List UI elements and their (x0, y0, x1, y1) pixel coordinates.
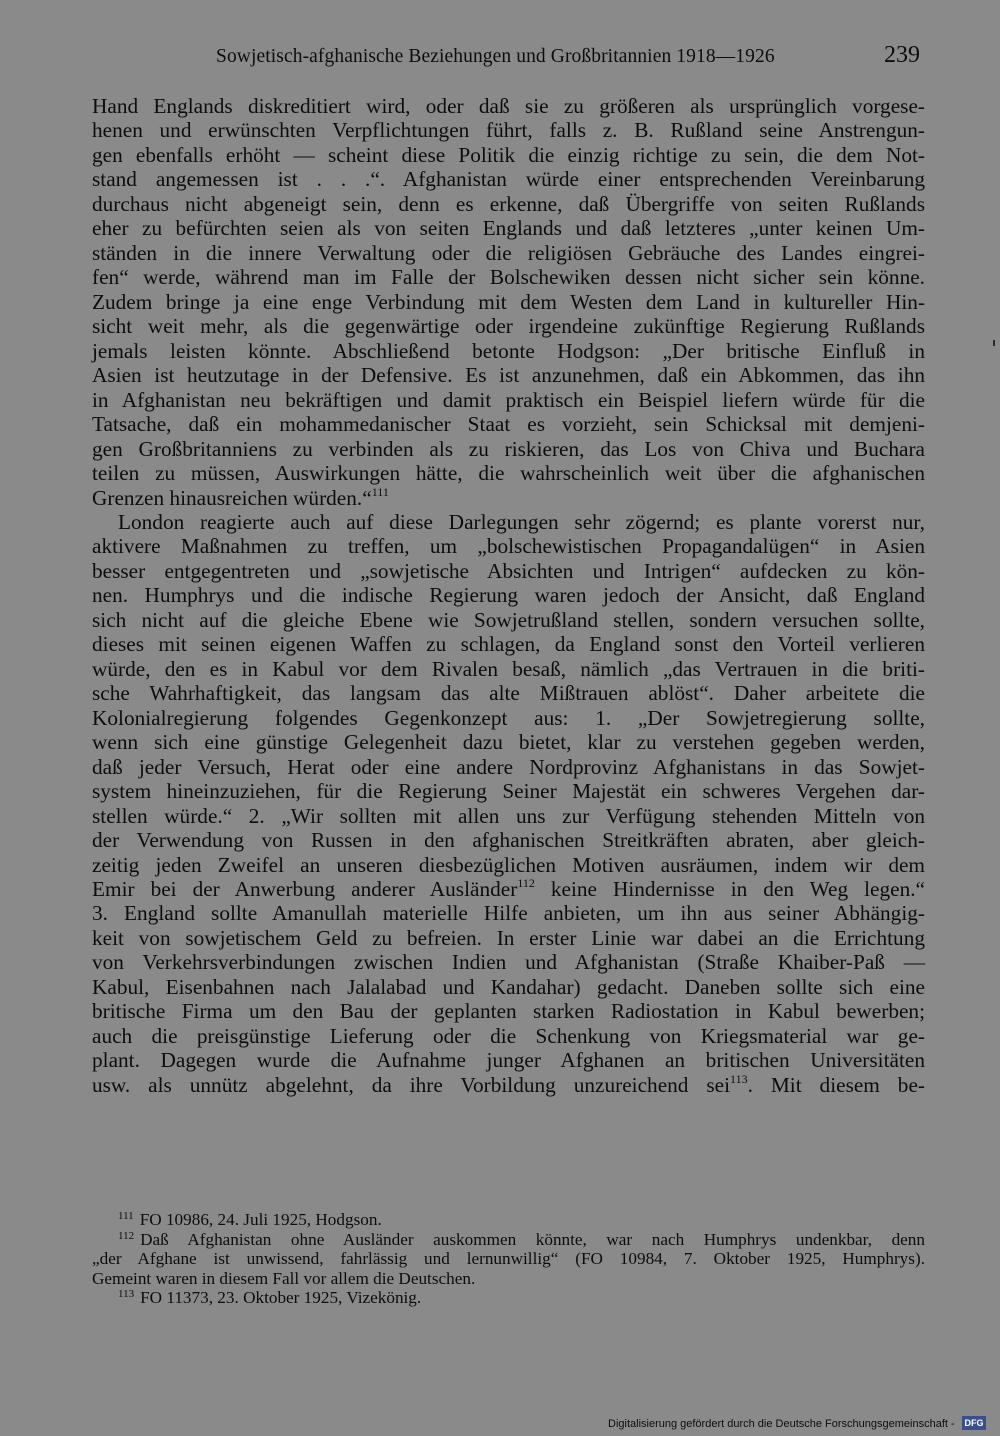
body-line-text: teilen zu müssen, Auswirkungen hätte, die wahrscheinlich weit über die afghanischen (92, 461, 925, 486)
body-line (92, 779, 925, 803)
body-line-text: Kabul, Eisenbahnen nach Jalalabad und Kandahar) gedacht. Daneben sollte sich eine (92, 974, 925, 999)
body-line-text: aktivere Maßnahmen zu treffen, um „bolschewistischen Propagandalügen“ in Asien (92, 534, 925, 559)
body-line (92, 926, 925, 950)
body-line (92, 314, 925, 338)
body-line-text: Emir bei der Anwerbung anderer Ausländer (92, 877, 518, 901)
body-line (92, 241, 925, 265)
footnote-text: FO 10986, 24. Juli 1925, Hodgson. (139, 1210, 382, 1229)
body-line-text: henen und erwünschten Verpflichtungen führt, falls z. B. Rußland seine Anstrengun- (92, 118, 925, 143)
body-line (92, 1073, 925, 1097)
body-line (92, 143, 925, 167)
footnote-text: Gemeint waren in diesem Fall vor allem die Deutschen. (92, 1268, 476, 1288)
body-line (92, 1048, 925, 1072)
body-line-text: ständen in die innere Verwaltung oder die religiösen Gebräuche des Landes eingrei- (92, 240, 925, 265)
margin-mark (993, 340, 995, 346)
body-line-text: keit von sowjetischem Geld zu befreien. In erster Linie war dabei an die Errichtung (92, 925, 925, 950)
body-line-text: in Afghanistan neu bekräftigen und damit praktisch ein Beispiel liefern würde für die (92, 387, 925, 412)
body-line-text: daß jeder Versuch, Herat oder eine andere Nordprovinz Afghanistans in das Sowjet- (92, 754, 925, 779)
body-line-text: würde, den es in Kabul vor dem Rivalen besaß, nämlich „das Vertrauen in die briti- (92, 656, 925, 681)
body-line (92, 804, 925, 828)
body-line-text: plant. Dagegen wurde die Aufnahme junger Afghanen an britischen Universitäten (92, 1048, 925, 1073)
body-line-text: Kolonialregierung folgendes Gegenkonzept aus: 1. „Der Sowjetregierung sollte, (92, 705, 925, 730)
body-line (92, 265, 925, 289)
body-line (92, 853, 925, 877)
body-line-text: . Mit diesem be- (747, 1072, 925, 1097)
body-line (92, 583, 925, 607)
body-line (92, 167, 925, 191)
body-line-text: Zudem bringe ja eine enge Verbindung mit dem Westen dem Land in kultureller Hin- (92, 289, 925, 314)
body-line (92, 975, 925, 999)
body-line (92, 999, 925, 1023)
body-line-text: usw. als unnütz abgelehnt, da ihre Vorbildung unzureichend sei (92, 1072, 731, 1097)
body-line-text: gen Großbritanniens zu verbinden als zu riskieren, das Los von Chiva und Buchara (92, 436, 925, 461)
body-line (92, 94, 925, 118)
body-line-text: besser entgegentreten und „sowjetische Absichten und Intrigen“ aufdecken zu kön- (92, 558, 925, 583)
footnote-reference: 113 (730, 1071, 748, 1086)
body-line-text: stellen würde.“ 2. „Wir sollten mit allen uns zur Verfügung stehenden Mitteln von (92, 803, 925, 828)
footnote-reference: 112 (517, 876, 535, 890)
footnote-line (92, 1288, 925, 1308)
body-line (92, 534, 925, 558)
body-line (92, 559, 925, 583)
body-line (92, 339, 925, 363)
body-line (92, 437, 925, 461)
footnote-number: 111 (118, 1210, 134, 1222)
body-line-text: sche Wahrhaftigkeit, das langsam das alte Mißtrauen ablöst“. Daher arbeitete die (92, 681, 925, 706)
body-line-text: Asien ist heutzutage in der Defensive. Es ist anzunehmen, daß ein Abkommen, das ihn (92, 363, 925, 388)
body-line (92, 486, 925, 510)
body-line-text: durchaus nicht abgeneigt sein, denn es erkenne, daß Übergriffe von seiten Rußlands (92, 191, 925, 216)
body-line (92, 706, 925, 730)
body-line (92, 657, 925, 681)
footnotes (92, 1210, 925, 1308)
page-number: 239 (884, 42, 920, 68)
body-line-text: britische Firma um den Bau der geplanten starken Radiostation in Kabul bewerben; (92, 999, 925, 1024)
footnote-line (92, 1210, 925, 1230)
body-line-text: keine Hindernisse in den Weg legen.“ (534, 877, 925, 901)
body-line (92, 388, 925, 412)
body-line-text: jemals leisten könnte. Abschließend betonte Hodgson: „Der britische Einfluß in (92, 338, 925, 363)
body-text (92, 94, 925, 1097)
body-line (92, 412, 925, 436)
dfg-logo-icon: DFG (962, 1416, 986, 1430)
body-line (92, 216, 925, 240)
body-line (92, 118, 925, 142)
body-line (92, 755, 925, 779)
body-line (92, 632, 925, 656)
footnote-line (92, 1249, 925, 1269)
body-line-text: eher zu befürchten seien als von seiten Englands und daß letzteres „unter keinen Um- (92, 216, 925, 241)
body-line (92, 681, 925, 705)
body-line (92, 363, 925, 387)
body-line (92, 730, 925, 754)
running-head: Sowjetisch-afghanische Beziehungen und Großbritannien 1918—1926 (216, 46, 775, 67)
footnote-number: 112 (118, 1229, 135, 1242)
body-line (92, 608, 925, 632)
body-line-text: Hand Englands diskreditiert wird, oder daß sie zu größeren als ursprünglich vorgese- (92, 94, 925, 118)
body-line-text: gen ebenfalls erhöht — scheint diese Politik die einzig richtige zu sein, die dem Not- (92, 142, 925, 167)
body-line (92, 901, 925, 925)
body-line (92, 950, 925, 974)
body-line-text: sich nicht auf die gleiche Ebene wie Sowjetrußland stellen, sondern versuchen sollte, (92, 607, 925, 632)
footnote-text: „der Afghane ist unwissend, fahrlässig und lernunwillig“ (FO 10984, 7. Oktober 1925, Humphrys). (92, 1249, 925, 1268)
footnote-text: Daß Afghanistan ohne Ausländer auskommen könnte, war nach Humphrys undenkbar, denn (140, 1229, 925, 1249)
body-line (92, 510, 925, 534)
body-line-text: von Verkehrsverbindungen zwischen Indien und Afghanistan (Straße Khaiber-Paß — (92, 950, 925, 975)
body-line (92, 461, 925, 485)
footnote-number: 113 (118, 1288, 135, 1300)
body-line-text: London reagierte auch auf diese Darlegungen sehr zögernd; es plante vorerst nur, (118, 509, 925, 534)
body-line-text: Tatsache, daß ein mohammedanischer Staat es vorzieht, sein Schicksal mit demjeni- (92, 412, 925, 437)
body-line-text: dieses mit seinen eigenen Waffen zu schlagen, da England sonst den Vorteil verlieren (92, 632, 925, 657)
body-line (92, 828, 925, 852)
body-line-text: sicht weit mehr, als die gegenwärtige oder irgendeine zukünftige Regierung Rußlands (92, 314, 925, 339)
body-line-text: auch die preisgünstige Lieferung oder die Schenkung von Kriegsmaterial war ge- (92, 1023, 925, 1048)
body-line-text: zeitig jeden Zweifel an unseren diesbezüglichen Motiven ausräumen, indem wir dem (92, 852, 925, 877)
body-line-text: wenn sich eine günstige Gelegenheit dazu bietet, klar zu verstehen gegeben werden, (92, 730, 925, 755)
digitization-credit: Digitalisierung gefördert durch die Deutsche Forschungsgemeinschaft - (608, 1418, 955, 1430)
body-line-text: stand angemessen ist . . .“. Afghanistan würde einer entsprechenden Vereinbarung (92, 167, 925, 192)
body-line-text: fen“ werde, während man im Falle der Bolschewiken dessen nicht sicher sein könne. (92, 265, 925, 290)
body-line (92, 192, 925, 216)
body-line-text: Grenzen hinausreichen würden.“ (92, 485, 372, 510)
body-line-text: der Verwendung von Russen in den afghanischen Streitkräften abraten, aber gleich- (92, 828, 925, 853)
body-line-text: 3. England sollte Amanullah materielle Hilfe anbieten, um ihn aus seiner Abhängig- (92, 901, 925, 926)
footnote-text: FO 11373, 23. Oktober 1925, Vizekönig. (140, 1288, 422, 1307)
body-line (92, 1024, 925, 1048)
footnote-line (92, 1269, 925, 1289)
body-line-text: nen. Humphrys und die indische Regierung waren jedoch der Ansicht, daß England (92, 583, 925, 608)
footnote-line (92, 1230, 925, 1250)
body-line (92, 290, 925, 314)
body-line (92, 877, 925, 901)
body-line-text: system hineinzuziehen, für die Regierung Seiner Majestät ein schweres Vergehen dar- (92, 779, 925, 804)
footnote-reference: 111 (371, 484, 389, 499)
